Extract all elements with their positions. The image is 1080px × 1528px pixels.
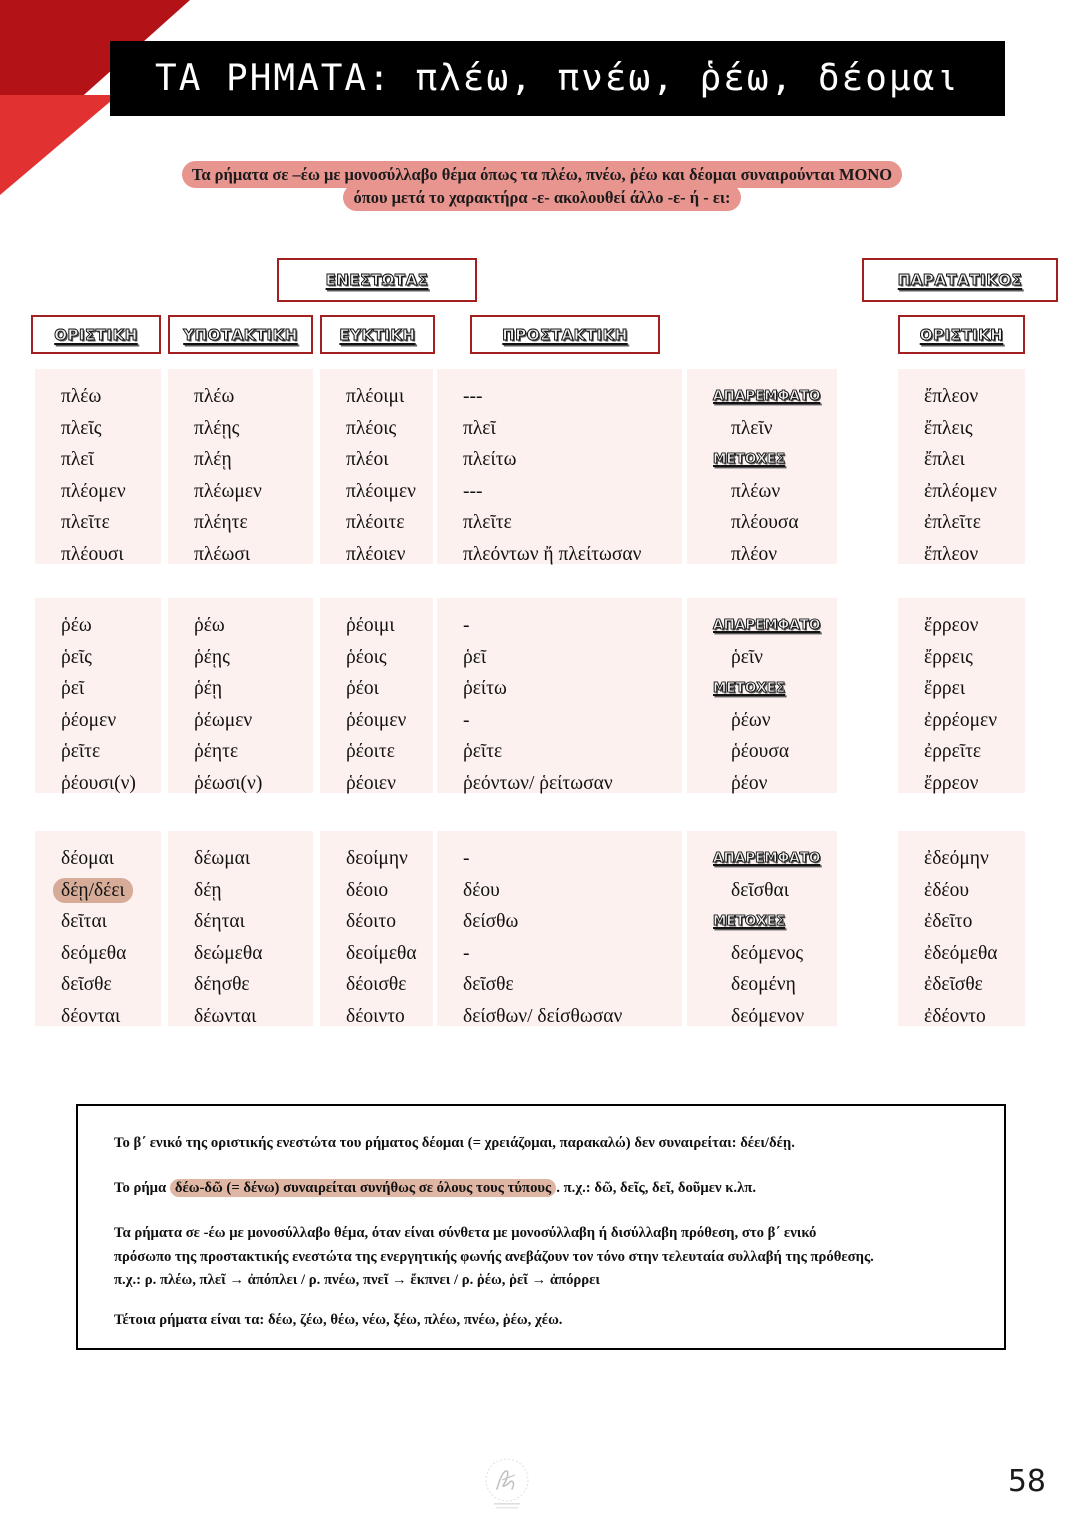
verb-form: δέομαι (61, 848, 115, 869)
label-metoches: ΜΕΤΟΧΕΣ (713, 913, 786, 929)
header-label-ypotaktiki: ΥΠΟΤΑΚΤΙΚΗ (183, 325, 298, 344)
verb-form: πλεῖ (463, 417, 496, 439)
verb-form: ἐδεῖτο (924, 911, 973, 932)
verb-form: ἔπλει (924, 449, 965, 470)
verb-form: δείσθω (463, 911, 519, 932)
verb-form: ῥέῃ (194, 678, 223, 699)
verb-form: ἐρρεῖτε (924, 741, 982, 762)
note-3 (114, 1222, 974, 1292)
verb-form: ἔρρεις (924, 646, 973, 668)
page-number: 58 (1007, 1464, 1046, 1499)
verb-form: πλέοιμι (346, 386, 405, 407)
verb-form: δεόμεθα (61, 942, 127, 964)
verb-form: ἔπλεον (924, 543, 979, 565)
verb-form: πλείτω (463, 449, 517, 470)
form-participle: ῥέων (731, 709, 771, 731)
verb-form: δείσθων/ δείσθωσαν (463, 1005, 623, 1027)
note-3-line1: Τα ρήματα σε -έω με μονοσύλλαβο θέμα, όταν είναι σύνθετα με μονοσύλλαβη ή δισύλλαβη πρόθεση, στο β΄ ενικό (114, 1225, 817, 1242)
verb-form: δέοιο (346, 879, 389, 901)
cell-ῥέω-indicative-imperfect (898, 598, 1025, 793)
verb-form: ῥεῖτε (463, 741, 503, 762)
verb-form: πλέοιμεν (346, 480, 416, 502)
form-participle: δεόμενος (731, 942, 804, 964)
verb-form: ῥέοιεν (346, 772, 396, 794)
verb-form: ἐδεῖσθε (924, 974, 983, 995)
verb-form: ῥέοι (346, 678, 379, 699)
verb-form: ῥεῖ (61, 678, 85, 699)
verb-form: ῥέωμεν (194, 709, 253, 731)
verb-form: ῥεῖτε (61, 741, 101, 762)
verb-form: ἔπλεις (924, 417, 973, 439)
verb-form: ῥεῖ (463, 646, 487, 668)
verb-form: δεῖσθε (61, 974, 112, 995)
note-3-line3: π.χ.: ρ. πλέω, πλεῖ → ἀπόπλει / ρ. πνέω, πνεῖ → ἔκπνει / ρ. ῥέω, ῥεῖ → ἀπόρρει (114, 1271, 600, 1288)
highlighted-verb-form: δέῃ/δέει (53, 878, 133, 903)
cell-δέομαι-optative (320, 831, 433, 1026)
header-box-imperative (470, 315, 660, 354)
notes-box (76, 1104, 1006, 1350)
verb-form: δέοιτο (346, 911, 396, 932)
verb-form: πλέῃ (194, 449, 232, 470)
cell-δέομαι-indicative-imperfect (898, 831, 1025, 1026)
verb-form: ἔρρει (924, 678, 966, 699)
header-box-indicative-imperfect (898, 315, 1025, 354)
verb-form: δέωνται (194, 1005, 257, 1027)
verb-form: δεοίμεθα (346, 942, 417, 964)
verb-form: δέῃ (194, 879, 222, 901)
verb-form: - (463, 615, 470, 636)
note-2-post: . π.χ.: δῶ, δεῖς, δεῖ, δοῦμεν κ.λπ. (556, 1180, 757, 1197)
form-infinitive: πλεῖν (731, 417, 773, 439)
cell-δέομαι-infinitive-participle (687, 831, 837, 1026)
form-participle: ῥέουσα (731, 741, 790, 762)
cell-ῥέω-imperative (437, 598, 682, 793)
verb-form: πλέοιεν (346, 543, 406, 565)
note-3-line2: πρόσωπο της προστακτικής ενεστώτα της ενεργητικής φωνής ανεβάζουν τον τόνο στην τελευταία συλλαβή της πρόθεσης. (114, 1248, 874, 1265)
header-box-imperfect-tense (862, 258, 1058, 302)
rule-banner (92, 163, 992, 210)
label-metoches: ΜΕΤΟΧΕΣ (713, 680, 786, 696)
form-participle: δεόμενον (731, 1005, 805, 1027)
form-participle: δεομένη (731, 974, 796, 995)
verb-form: - (463, 848, 470, 869)
cell-πλέω-indicative-present (35, 369, 161, 564)
verb-form: ἐπλέομεν (924, 480, 997, 502)
cell-δέομαι-subjunctive (168, 831, 313, 1026)
verb-form: --- (463, 480, 483, 502)
verb-form: πλεῖτε (463, 512, 512, 533)
cell-ῥέω-optative (320, 598, 433, 793)
verb-form: δεοίμην (346, 848, 408, 869)
verb-form: πλέω (61, 386, 102, 407)
verb-form: ἐδεόμεθα (924, 942, 998, 964)
header-box-indicative-present (31, 315, 161, 354)
cell-ῥέω-subjunctive (168, 598, 313, 793)
cell-δέομαι-imperative (437, 831, 682, 1026)
cell-ῥέω-indicative-present (35, 598, 161, 793)
verb-form: ῥέητε (194, 741, 239, 762)
verb-form: δεῖται (61, 911, 107, 932)
rule-banner-line1: Τα ρήματα σε –έω με μονοσύλλαβο θέμα όπως τα πλέω, πνέω, ῥέω και δέομαι συναιρούνται ΜΟΝΟ (182, 161, 902, 188)
verb-form: ῥέομεν (61, 709, 117, 731)
verb-form: πλέῃς (194, 417, 240, 439)
verb-form: πλέω (194, 386, 235, 407)
verb-form: ἔρρεον (924, 615, 979, 636)
verb-form: πλέοιτε (346, 512, 405, 533)
rule-banner-line2: όπου μετά το χαρακτήρα -ε- ακολουθεί άλλο -ε- ή - ει: (343, 184, 740, 211)
label-aparemfato: ΑΠΑΡΕΜΦΑΤΟ (713, 388, 821, 404)
verb-form: πλεόντων ἤ πλείτωσαν (463, 543, 642, 565)
verb-form: πλεῖς (61, 417, 102, 439)
verb-form: δέοιντο (346, 1005, 405, 1027)
verb-form: ἐδεόμην (924, 848, 989, 869)
verb-form: ῥέουσι(ν) (61, 772, 136, 794)
header-box-subjunctive (168, 315, 313, 354)
verb-form: ῥέοιτε (346, 741, 395, 762)
cell-πλέω-subjunctive (168, 369, 313, 564)
verb-form: ἐπλεῖτε (924, 512, 981, 533)
verb-form: ἔπλεον (924, 386, 979, 407)
cell-πλέω-imperative (437, 369, 682, 564)
verb-form: ἐδέοντο (924, 1005, 986, 1027)
label-aparemfato: ΑΠΑΡΕΜΦΑΤΟ (713, 850, 821, 866)
verb-form: πλέωσι (194, 543, 251, 565)
label-metoches: ΜΕΤΟΧΕΣ (713, 451, 786, 467)
form-infinitive: δεῖσθαι (731, 879, 789, 901)
verb-form: δέου (463, 879, 500, 901)
page-title: ΤΑ ΡΗΜΑΤΑ: πλέω, πνέω, ῥέω, δέομαι (155, 58, 960, 99)
cell-πλέω-indicative-imperfect (898, 369, 1025, 564)
form-participle: ῥέον (731, 772, 768, 794)
verb-form: ῥέω (61, 615, 92, 636)
form-participle: πλέον (731, 543, 778, 565)
verb-form: - (463, 942, 470, 964)
verb-form: δέωμαι (194, 848, 251, 869)
note-2-highlight: δέω-δῶ (= δένω) συναιρείται συνήθως σε όλους τους τύπους (170, 1179, 556, 1197)
cell-δέομαι-indicative-present (35, 831, 161, 1026)
verb-form: πλέουσι (61, 543, 124, 565)
signature-icon (482, 1456, 532, 1512)
header-box-present-tense (277, 258, 477, 302)
verb-form: πλεῖ (61, 449, 94, 470)
verb-form: δέηται (194, 911, 245, 932)
verb-form: πλέοις (346, 417, 397, 439)
verb-form: πλέωμεν (194, 480, 262, 502)
verb-form (35, 875, 161, 907)
note-1: Το β΄ ενικό της οριστικής ενεστώτα του ρήματος δέομαι (= χρειάζομαι, παρακαλώ) δεν συναιρείται: δέει/δέῃ. (114, 1135, 795, 1151)
verb-form: ἔρρεον (924, 772, 979, 794)
header-label-enestotas: ΕΝΕΣΤΩΤΑΣ (325, 271, 429, 289)
verb-form: ῥέω (194, 615, 225, 636)
verb-form: πλέομεν (61, 480, 126, 502)
header-label-oristiki-present: ΟΡΙΣΤΙΚΗ (54, 325, 138, 344)
signature-watermark (478, 1452, 536, 1516)
cell-ῥέω-infinitive-participle (687, 598, 837, 793)
verb-form: ῥεόντων/ ῥείτωσαν (463, 772, 613, 794)
verb-form: ῥέοιμι (346, 615, 395, 636)
header-label-paratatikos: ΠΑΡΑΤΑΤΙΚΟΣ (897, 271, 1023, 289)
header-label-oristiki-imperfect: ΟΡΙΣΤΙΚΗ (919, 325, 1004, 344)
verb-form: ῥέωσι(ν) (194, 772, 263, 794)
note-2 (114, 1177, 974, 1200)
verb-form: δέοισθε (346, 974, 407, 995)
verb-form: πλέητε (194, 512, 248, 533)
verb-form: - (463, 709, 470, 731)
verb-form: ῥεῖς (61, 646, 92, 668)
verb-form: δέονται (61, 1005, 121, 1027)
note-4: Τέτοια ρήματα είναι τα: δέω, ζέω, θέω, νέω, ξέω, πλέω, πνέω, ῥέω, χέω. (114, 1312, 563, 1329)
verb-form: ῥέῃς (194, 646, 230, 668)
form-participle: πλέουσα (731, 512, 799, 533)
label-aparemfato: ΑΠΑΡΕΜΦΑΤΟ (713, 617, 821, 633)
cell-πλέω-infinitive-participle (687, 369, 837, 564)
verb-form: ἐρρέομεν (924, 709, 998, 731)
verb-form: δέησθε (194, 974, 250, 995)
header-label-eyktiki: ΕΥΚΤΙΚΗ (339, 325, 416, 344)
verb-form: --- (463, 386, 483, 407)
note-2-pre: Το ρήμα (114, 1180, 170, 1197)
verb-form: πλεῖτε (61, 512, 110, 533)
header-box-optative (320, 315, 435, 354)
verb-form: ἐδέου (924, 879, 969, 901)
verb-form: ῥείτω (463, 678, 507, 699)
verb-form: πλέοι (346, 449, 389, 470)
verb-form: δεώμεθα (194, 942, 263, 964)
form-participle: πλέων (731, 480, 781, 502)
header-label-prostaktiki: ΠΡΟΣΤΑΚΤΙΚΗ (502, 325, 628, 344)
page-title-bar (110, 41, 1005, 116)
verb-form: δεῖσθε (463, 974, 514, 995)
form-infinitive: ῥεῖν (731, 646, 763, 668)
verb-form: ῥέοις (346, 646, 387, 668)
cell-πλέω-optative (320, 369, 433, 564)
verb-form: ῥέοιμεν (346, 709, 407, 731)
